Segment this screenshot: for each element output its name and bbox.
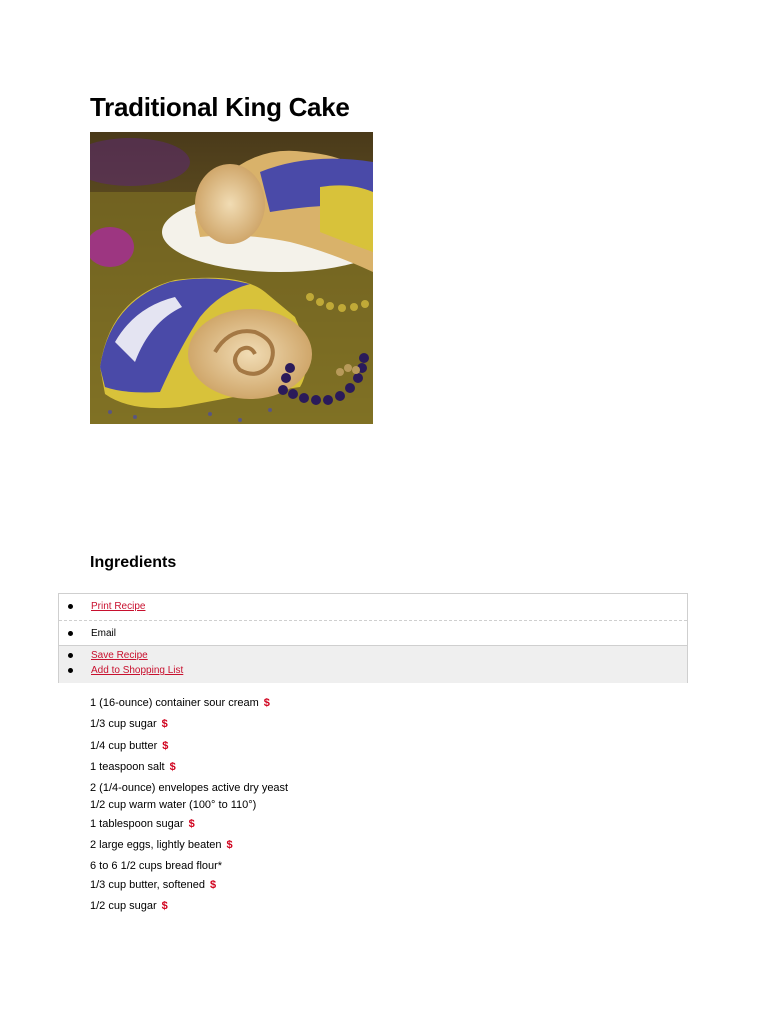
ingredients-heading: Ingredients (90, 554, 177, 571)
bullet-icon (68, 653, 73, 658)
ingredient-item (90, 782, 288, 794)
ingredient-item (90, 900, 168, 912)
ingredient-item (90, 839, 233, 851)
ingredient-text: 1 (16-ounce) container sour cream (90, 697, 259, 709)
ingredient-text: 1/3 cup butter, softened (90, 879, 205, 891)
ingredient-text: 1/2 cup warm water (100° to 110°) (90, 799, 257, 811)
tool-item-save (59, 649, 687, 665)
ingredient-item (90, 740, 168, 752)
dollar-icon[interactable]: $ (162, 740, 169, 752)
tool-row-print (59, 594, 687, 621)
email-link[interactable]: Email (91, 628, 117, 639)
ingredient-text: 1/4 cup butter (90, 740, 158, 752)
ingredient-text: 1 tablespoon sugar (90, 818, 184, 830)
save-recipe-link[interactable]: Save Recipe (91, 650, 148, 661)
bullet-icon (68, 604, 73, 609)
tool-row-save (59, 646, 687, 683)
dollar-icon[interactable]: $ (209, 879, 217, 891)
print-recipe-link[interactable]: Print Recipe (91, 601, 146, 612)
bullet-icon (68, 631, 73, 636)
recipe-tools (58, 593, 688, 683)
ingredient-text: 1/2 cup sugar (90, 900, 157, 912)
ingredient-text: 2 (1/4-ounce) envelopes active dry yeast (90, 782, 289, 794)
ingredient-item (90, 761, 176, 773)
add-to-shopping-list-link[interactable]: Add to Shopping List (91, 665, 184, 676)
ingredient-text: 2 large eggs, lightly beaten (90, 839, 222, 851)
tool-item-email (59, 627, 687, 643)
ingredient-item (90, 860, 222, 872)
dollar-icon[interactable]: $ (161, 718, 168, 730)
ingredient-item (90, 799, 256, 811)
dollar-icon[interactable]: $ (226, 839, 233, 851)
ingredient-text: 6 to 6 1/2 cups bread flour* (90, 860, 223, 872)
dollar-icon[interactable]: $ (161, 900, 168, 912)
ingredient-text: 1 teaspoon salt (90, 761, 165, 773)
ingredient-item (90, 879, 216, 891)
recipe-title: Traditional King Cake (90, 92, 350, 122)
ingredient-item (90, 718, 168, 730)
dollar-icon[interactable]: $ (188, 818, 195, 830)
dollar-icon[interactable]: $ (169, 761, 176, 773)
king-cake-photo (90, 132, 373, 424)
tool-item-print (59, 600, 687, 616)
ingredient-item (90, 697, 270, 709)
bullet-icon (68, 668, 73, 673)
ingredient-text: 1/3 cup sugar (90, 718, 157, 730)
tool-row-email (59, 621, 687, 646)
ingredient-item (90, 818, 195, 830)
tool-item-shopping (59, 664, 687, 680)
dollar-icon[interactable]: $ (263, 697, 270, 709)
